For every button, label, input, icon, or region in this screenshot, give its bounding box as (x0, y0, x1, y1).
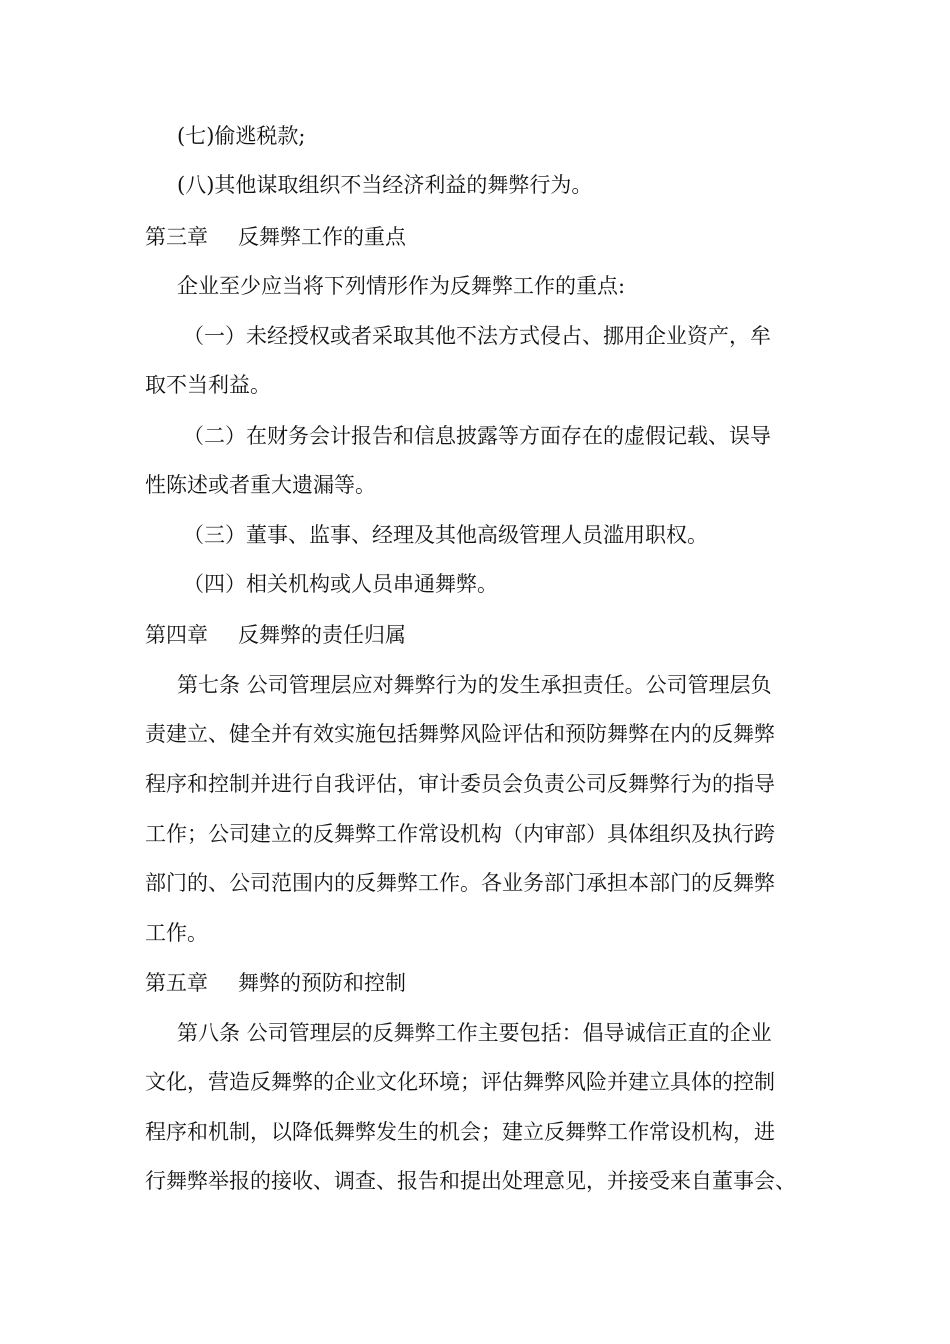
focus-item-1-line-1: （一）未经授权或者采取其他不法方式侵占、挪用企业资产，牟 (183, 324, 771, 348)
chapter-5-number: 第五章 (145, 971, 208, 995)
item-seven: (七)偷逃税款; (177, 124, 306, 148)
focus-item-1-line-2: 取不当利益。 (145, 373, 271, 397)
article-7-line-4: 工作；公司建立的反舞弊工作常设机构（内审部）具体组织及执行跨 (145, 822, 775, 846)
chapter-3-intro: 企业至少应当将下列情形作为反舞弊工作的重点: (177, 274, 626, 298)
article-8-line-4: 行舞弊举报的接收、调查、报告和提出处理意见，并接受来自董事会、 (145, 1169, 796, 1193)
focus-item-4: （四）相关机构或人员串通舞弊。 (183, 572, 498, 596)
article-8-line-3: 程序和机制，以降低舞弊发生的机会；建立反舞弊工作常设机构，进 (145, 1120, 775, 1144)
article-8-line-1: 第八条 公司管理层的反舞弊工作主要包括：倡导诚信正直的企业 (177, 1021, 772, 1045)
article-7-line-1: 第七条 公司管理层应对舞弊行为的发生承担责任。公司管理层负 (177, 673, 772, 697)
chapter-4-title: 反舞弊的责任归属 (238, 623, 406, 647)
focus-item-2-line-2: 性陈述或者重大遗漏等。 (145, 473, 376, 497)
article-7-line-5: 部门的、公司范围内的反舞弊工作。各业务部门承担本部门的反舞弊 (145, 871, 775, 895)
article-7-line-3: 程序和控制并进行自我评估，审计委员会负责公司反舞弊行为的指导 (145, 772, 775, 796)
article-7-line-2: 责建立、健全并有效实施包括舞弊风险评估和预防舞弊在内的反舞弊 (145, 722, 775, 746)
chapter-5-heading (145, 968, 406, 998)
chapter-3-heading (145, 222, 406, 252)
chapter-3-title: 反舞弊工作的重点 (238, 225, 406, 249)
chapter-4-heading (145, 620, 406, 650)
item-eight: (八)其他谋取组织不当经济利益的舞弊行为。 (177, 173, 593, 197)
chapter-5-title: 舞弊的预防和控制 (238, 971, 406, 995)
article-8-line-2: 文化，营造反舞弊的企业文化环境；评估舞弊风险并建立具体的控制 (145, 1070, 775, 1094)
chapter-3-number: 第三章 (145, 225, 208, 249)
focus-item-2-line-1: （二）在财务会计报告和信息披露等方面存在的虚假记载、误导 (183, 424, 771, 448)
focus-item-3: （三）董事、监事、经理及其他高级管理人员滥用职权。 (183, 523, 708, 547)
chapter-4-number: 第四章 (145, 623, 208, 647)
article-7-line-6: 工作。 (145, 921, 208, 945)
